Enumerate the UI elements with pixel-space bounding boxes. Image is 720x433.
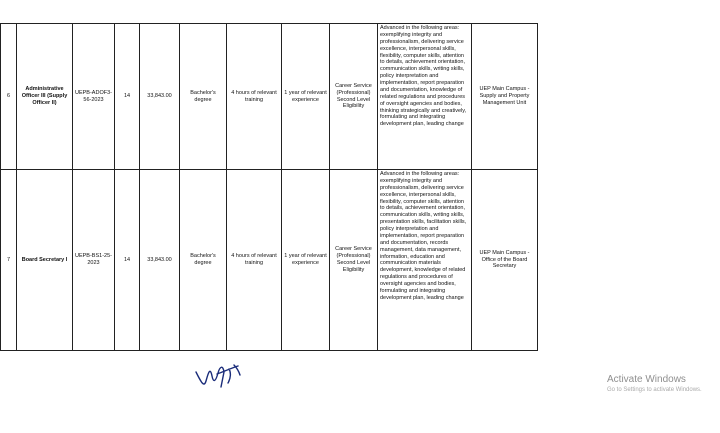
competency-requirement: Advanced in the following areas: exemplifying integrity and professionalism, delivering service excellence, interpersonal skills, flexibility, computer skills, attention to details, achievement orientation, communication skills, writing skills, policy interpretation and implementation, report preparation and documentation, knowledge of related regulations and procedures of oversight agencies and bodies, thinking strategically and creatively, formulating and integrating development plan, leading change [378, 24, 472, 170]
competency-requirement: Advanced in the following areas: exemplifying integrity and professionalism, delivering service excellence, interpersonal skills, flexibility, computer skills, attention to details, achievement orientation, communication skills, writing skills, presentation skills, facilitation skills, policy interpretation and implementation, report preparation and documentation, records management, data management, information, education and communication materials development, knowledge of related regulations and procedures of oversight agencies and bodies, formulating and integrating development plan, leading change [378, 170, 472, 351]
item-number: UEPB-ADOF3-56-2023 [73, 24, 115, 170]
watermark-subtitle: Go to Settings to activate Windows. [607, 387, 702, 393]
training-requirement: 4 hours of relevant training [227, 170, 282, 351]
eligibility-requirement: Career Service (Professional) Second Level Eligibility [330, 170, 378, 351]
position-title: Board Secretary I [17, 170, 73, 351]
education-requirement: Bachelor's degree [180, 24, 227, 170]
salary-grade: 14 [115, 170, 140, 351]
position-title: Administrative Officer III (Supply Officer II) [17, 24, 73, 170]
training-requirement: 4 hours of relevant training [227, 24, 282, 170]
table-row [1, 170, 538, 351]
vacancy-table [0, 23, 538, 351]
salary-grade: 14 [115, 24, 140, 170]
activate-windows-watermark [607, 374, 702, 394]
table-row [1, 24, 538, 170]
place-of-assignment: UEP Main Campus - Supply and Property Management Unit [472, 24, 538, 170]
experience-requirement: 1 year of relevant experience [282, 170, 330, 351]
education-requirement: Bachelor's degree [180, 170, 227, 351]
experience-requirement: 1 year of relevant experience [282, 24, 330, 170]
row-number: 6 [1, 24, 17, 170]
item-number: UEPB-BS1-25-2023 [73, 170, 115, 351]
place-of-assignment: UEP Main Campus - Office of the Board Secretary [472, 170, 538, 351]
watermark-title: Activate Windows [607, 374, 686, 385]
monthly-salary: 33,843.00 [140, 170, 180, 351]
monthly-salary: 33,843.00 [140, 24, 180, 170]
eligibility-requirement: Career Service (Professional) Second Level Eligibility [330, 24, 378, 170]
row-number: 7 [1, 170, 17, 351]
signature [193, 360, 243, 390]
